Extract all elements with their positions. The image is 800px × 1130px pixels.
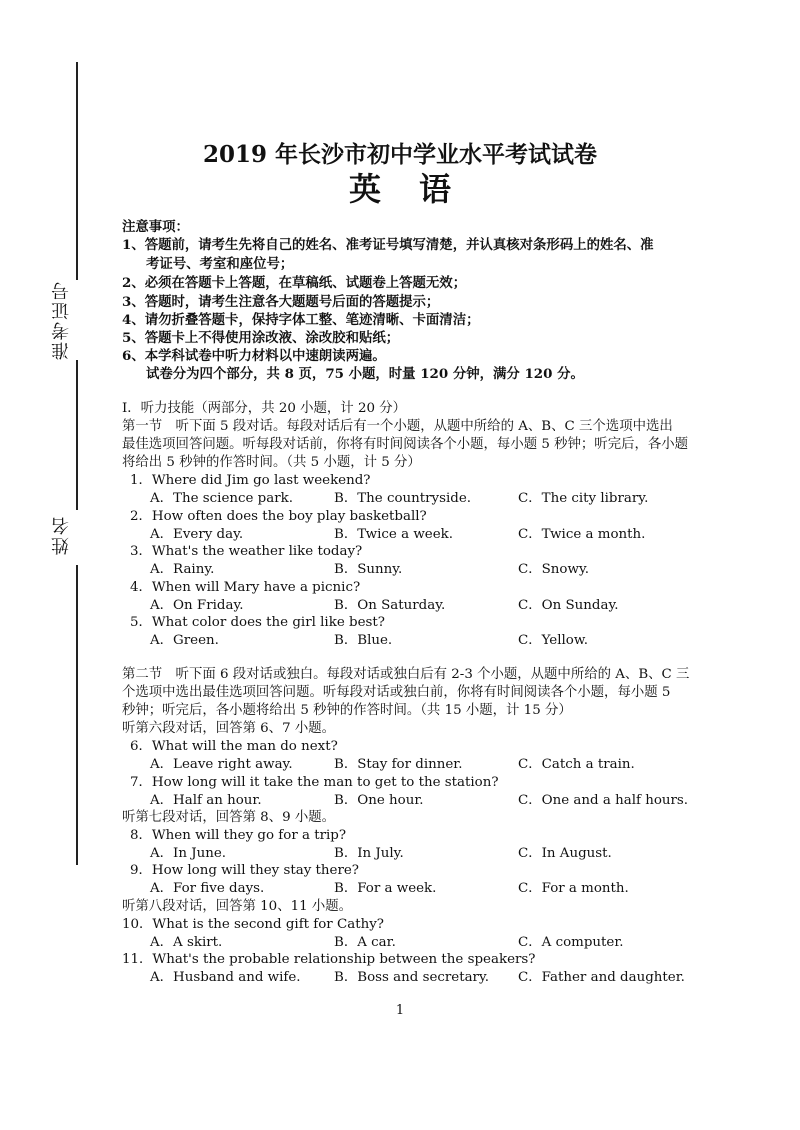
note-item: 5、答题卡上不得使用涂改液、涂改胶和贴纸； <box>122 330 400 346</box>
option-a: A．The science park. <box>150 491 294 506</box>
sec1-instructions: 第一节 听下面 5 段对话。每段对话后有一个小题，从题中所给的 A、B、C 三个选项中选出 <box>122 419 673 434</box>
note-item: 试卷分为四个部分，共 8 页，75 小题，时量 120 分钟，满分 120 分。 <box>146 366 584 382</box>
option-a: A．On Friday. <box>150 598 244 613</box>
sec2-instructions: 个选项中选出最佳选项回答问题。听每段对话或独白前，你将有时间阅读各个小题，每小题 5 <box>122 685 671 700</box>
option-c: C．On Sunday. <box>518 598 619 613</box>
part1-heading: I．听力技能（两部分，共 20 小题，计 20 分） <box>122 401 407 416</box>
question-10: 10．What is the second gift for Cathy? <box>122 917 384 932</box>
option-c: C．One and a half hours. <box>518 793 689 808</box>
option-a: A．In June. <box>150 846 227 861</box>
exam-number-label: 准考证号 <box>51 280 72 360</box>
note-item: 4、请勿折叠答题卡，保持字体工整、笔迹清晰、卡面清洁； <box>122 312 480 328</box>
question-3: 3．What's the weather like today? <box>130 544 363 559</box>
question-7: 7．How long will it take the man to get to the station? <box>130 775 499 790</box>
option-c: C．Twice a month. <box>518 527 646 542</box>
dialog-header: 听第八段对话，回答第 10、11 小题。 <box>122 899 353 914</box>
question-5: 5．What color does the girl like best? <box>130 615 385 630</box>
option-a: A．Leave right away. <box>150 757 293 772</box>
sec2-instructions: 第二节 听下面 6 段对话或独白。每段对话或独白后有 2-3 个小题，从题中所给的 A、B、C 三 <box>122 667 690 682</box>
sec2-instructions: 秒钟；听完后，各小题将给出 5 秒钟的作答时间。（共 15 小题，计 15 分） <box>122 703 572 718</box>
option-c: C．In August. <box>518 846 612 861</box>
option-a: A．Half an hour. <box>150 793 262 808</box>
option-c: C．For a month. <box>518 881 629 896</box>
option-c: C．A computer. <box>518 935 624 950</box>
option-b: B．Stay for dinner. <box>334 757 463 772</box>
option-b: B．Blue. <box>334 633 393 648</box>
question-6: 6．What will the man do next? <box>130 739 338 754</box>
question-1: 1．Where did Jim go last weekend? <box>130 473 371 488</box>
note-item: 考证号、考室和座位号； <box>146 256 294 272</box>
option-b: B．Sunny. <box>334 562 403 577</box>
option-c: C．Yellow. <box>518 633 588 648</box>
page-number: 1 <box>395 1003 405 1018</box>
dialog-header: 听第六段对话，回答第 6、7 小题。 <box>122 721 336 736</box>
note-item: 1、答题前，请考生先将自己的姓名、准考证号填写清楚，并认真核对条形码上的姓名、准 <box>122 237 654 253</box>
option-a: A．Husband and wife. <box>150 970 301 985</box>
note-item: 3、答题时，请考生注意各大题题号后面的答题提示； <box>122 294 440 310</box>
option-a: A．A skirt. <box>150 935 223 950</box>
option-b: B．The countryside. <box>334 491 472 506</box>
question-9: 9．How long will they stay there? <box>130 863 359 878</box>
dialog-header: 听第七段对话，回答第 8、9 小题。 <box>122 810 336 825</box>
binding-line-middle <box>76 360 78 510</box>
question-4: 4．When will Mary have a picnic? <box>130 580 361 595</box>
option-b: B．For a week. <box>334 881 437 896</box>
option-a: A．Green. <box>150 633 219 648</box>
option-a: A．Rainy. <box>150 562 215 577</box>
sec1-instructions: 将给出 5 秒钟的作答时间。（共 5 小题，计 5 分） <box>122 455 421 470</box>
option-c: C．Catch a train. <box>518 757 635 772</box>
subject-title: 英语 <box>348 170 489 208</box>
name-label: 姓名 <box>51 515 72 555</box>
option-c: C．Father and daughter. <box>518 970 685 985</box>
option-b: B．On Saturday. <box>334 598 446 613</box>
option-b: B．In July. <box>334 846 404 861</box>
note-item: 6、本学科试卷中听力材料以中速朗读两遍。 <box>122 348 386 364</box>
question-11: 11．What's the probable relationship between the speakers? <box>122 952 536 967</box>
question-2: 2．How often does the boy play basketball? <box>130 509 427 524</box>
option-a: A．For five days. <box>150 881 265 896</box>
option-b: B．Twice a week. <box>334 527 454 542</box>
option-c: C．Snowy. <box>518 562 589 577</box>
binding-line-bottom <box>76 565 78 865</box>
option-a: A．Every day. <box>150 527 244 542</box>
question-8: 8．When will they go for a trip? <box>130 828 347 843</box>
option-c: C．The city library. <box>518 491 649 506</box>
option-b: B．Boss and secretary. <box>334 970 489 985</box>
notes-heading: 注意事项： <box>122 219 189 235</box>
option-b: B．One hour. <box>334 793 424 808</box>
sec1-instructions: 最佳选项回答问题。听每段对话前，你将有时间阅读各个小题，每小题 5 秒钟；听完后，各小题 <box>122 437 689 452</box>
option-b: B．A car. <box>334 935 396 950</box>
exam-title: 2019 年长沙市初中学业水平考试试卷 <box>202 141 598 168</box>
note-item: 2、必须在答题卡上答题，在草稿纸、试题卷上答题无效； <box>122 275 467 291</box>
